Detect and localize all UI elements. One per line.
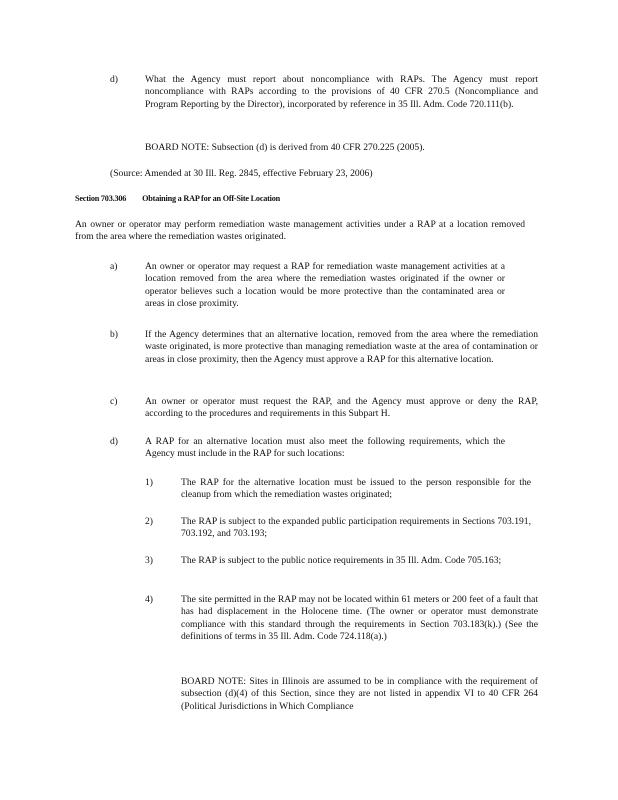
item-label: a) <box>110 261 118 272</box>
subitem-label: 1) <box>145 477 153 488</box>
item-b-text: If the Agency determines that an alternative location, removed from the area where the remediation waste originated, is more protective than managing remediation waste at the area of contamination or areas in close proximity, then the Agency must approve a RAP for this alternative location. <box>145 329 538 365</box>
source-note: (Source: Amended at 30 Ill. Reg. 2845, effective February 23, 2006) <box>110 168 373 179</box>
section-number: Section 703.306 <box>75 194 127 203</box>
subitem-label: 4) <box>145 594 153 605</box>
subitem-3-text: The RAP is subject to the public notice requirements in 35 Ill. Adm. Code 705.163; <box>181 555 502 566</box>
paragraph-noncompliance: What the Agency must report about noncompliance with RAPs. The Agency must report noncompliance with RAPs according to the provisions of 40 CFR 270.5 (Noncompliance and Program Reporting by the Director), incorporated by reference in 35 Ill. Adm. Code 720.111(b). <box>145 74 538 110</box>
subitem-label: 3) <box>145 555 153 566</box>
section-title: Obtaining a RAP for an Off-Site Location <box>142 194 281 203</box>
subitem-label: 2) <box>145 516 153 527</box>
board-note: BOARD NOTE: Subsection (d) is derived from 40 CFR 270.225 (2005). <box>145 142 425 153</box>
item-label: d) <box>110 74 118 85</box>
subitem-4-text: The site permitted in the RAP may not be located within 61 meters or 200 feet of a fault that has had displacement in the Holocene time. (The owner or operator must demonstrate compliance with this standard through the requirements in Section 703.183(k).) (See the definitions of terms in 35 Ill. Adm. Code 724.118(a).) <box>181 594 538 643</box>
subitem-2-text: The RAP is subject to the expanded public participation requirements in Sections 703.191, 703.192, and 703.193; <box>181 516 531 540</box>
final-board-note: BOARD NOTE: Sites in Illinois are assumed to be in compliance with the requirement of subsection (d)(4) of this Section, since they are not listed in appendix VI to 40 CFR 264 (Political Jurisdictions in Which Compliance <box>181 676 538 712</box>
subitem-1-text: The RAP for the alternative location must be issued to the person responsible for the cleanup from which the remediation wastes originated; <box>181 477 531 501</box>
section-heading <box>75 193 296 205</box>
item-label: c) <box>110 396 118 407</box>
intro-paragraph: An owner or operator may perform remediation waste management activities under a RAP at a location removed from the area where the remediation wastes originated. <box>75 219 525 243</box>
item-c-text: An owner or operator must request the RAP, and the Agency must approve or deny the RAP, according to the procedures and requirements in this Subpart H. <box>145 396 538 420</box>
item-d-text: A RAP for an alternative location must also meet the following requirements, which the Agency must include in the RAP for such locations: <box>145 436 505 460</box>
item-label: b) <box>110 329 118 340</box>
item-a-text: An owner or operator may request a RAP for remediation waste management activities at a location removed from the area where the remediation wastes originated if the owner or operator believes such a location would be more protective than the contaminated area or areas in close proximity. <box>145 261 505 310</box>
item-label: d) <box>110 436 118 447</box>
